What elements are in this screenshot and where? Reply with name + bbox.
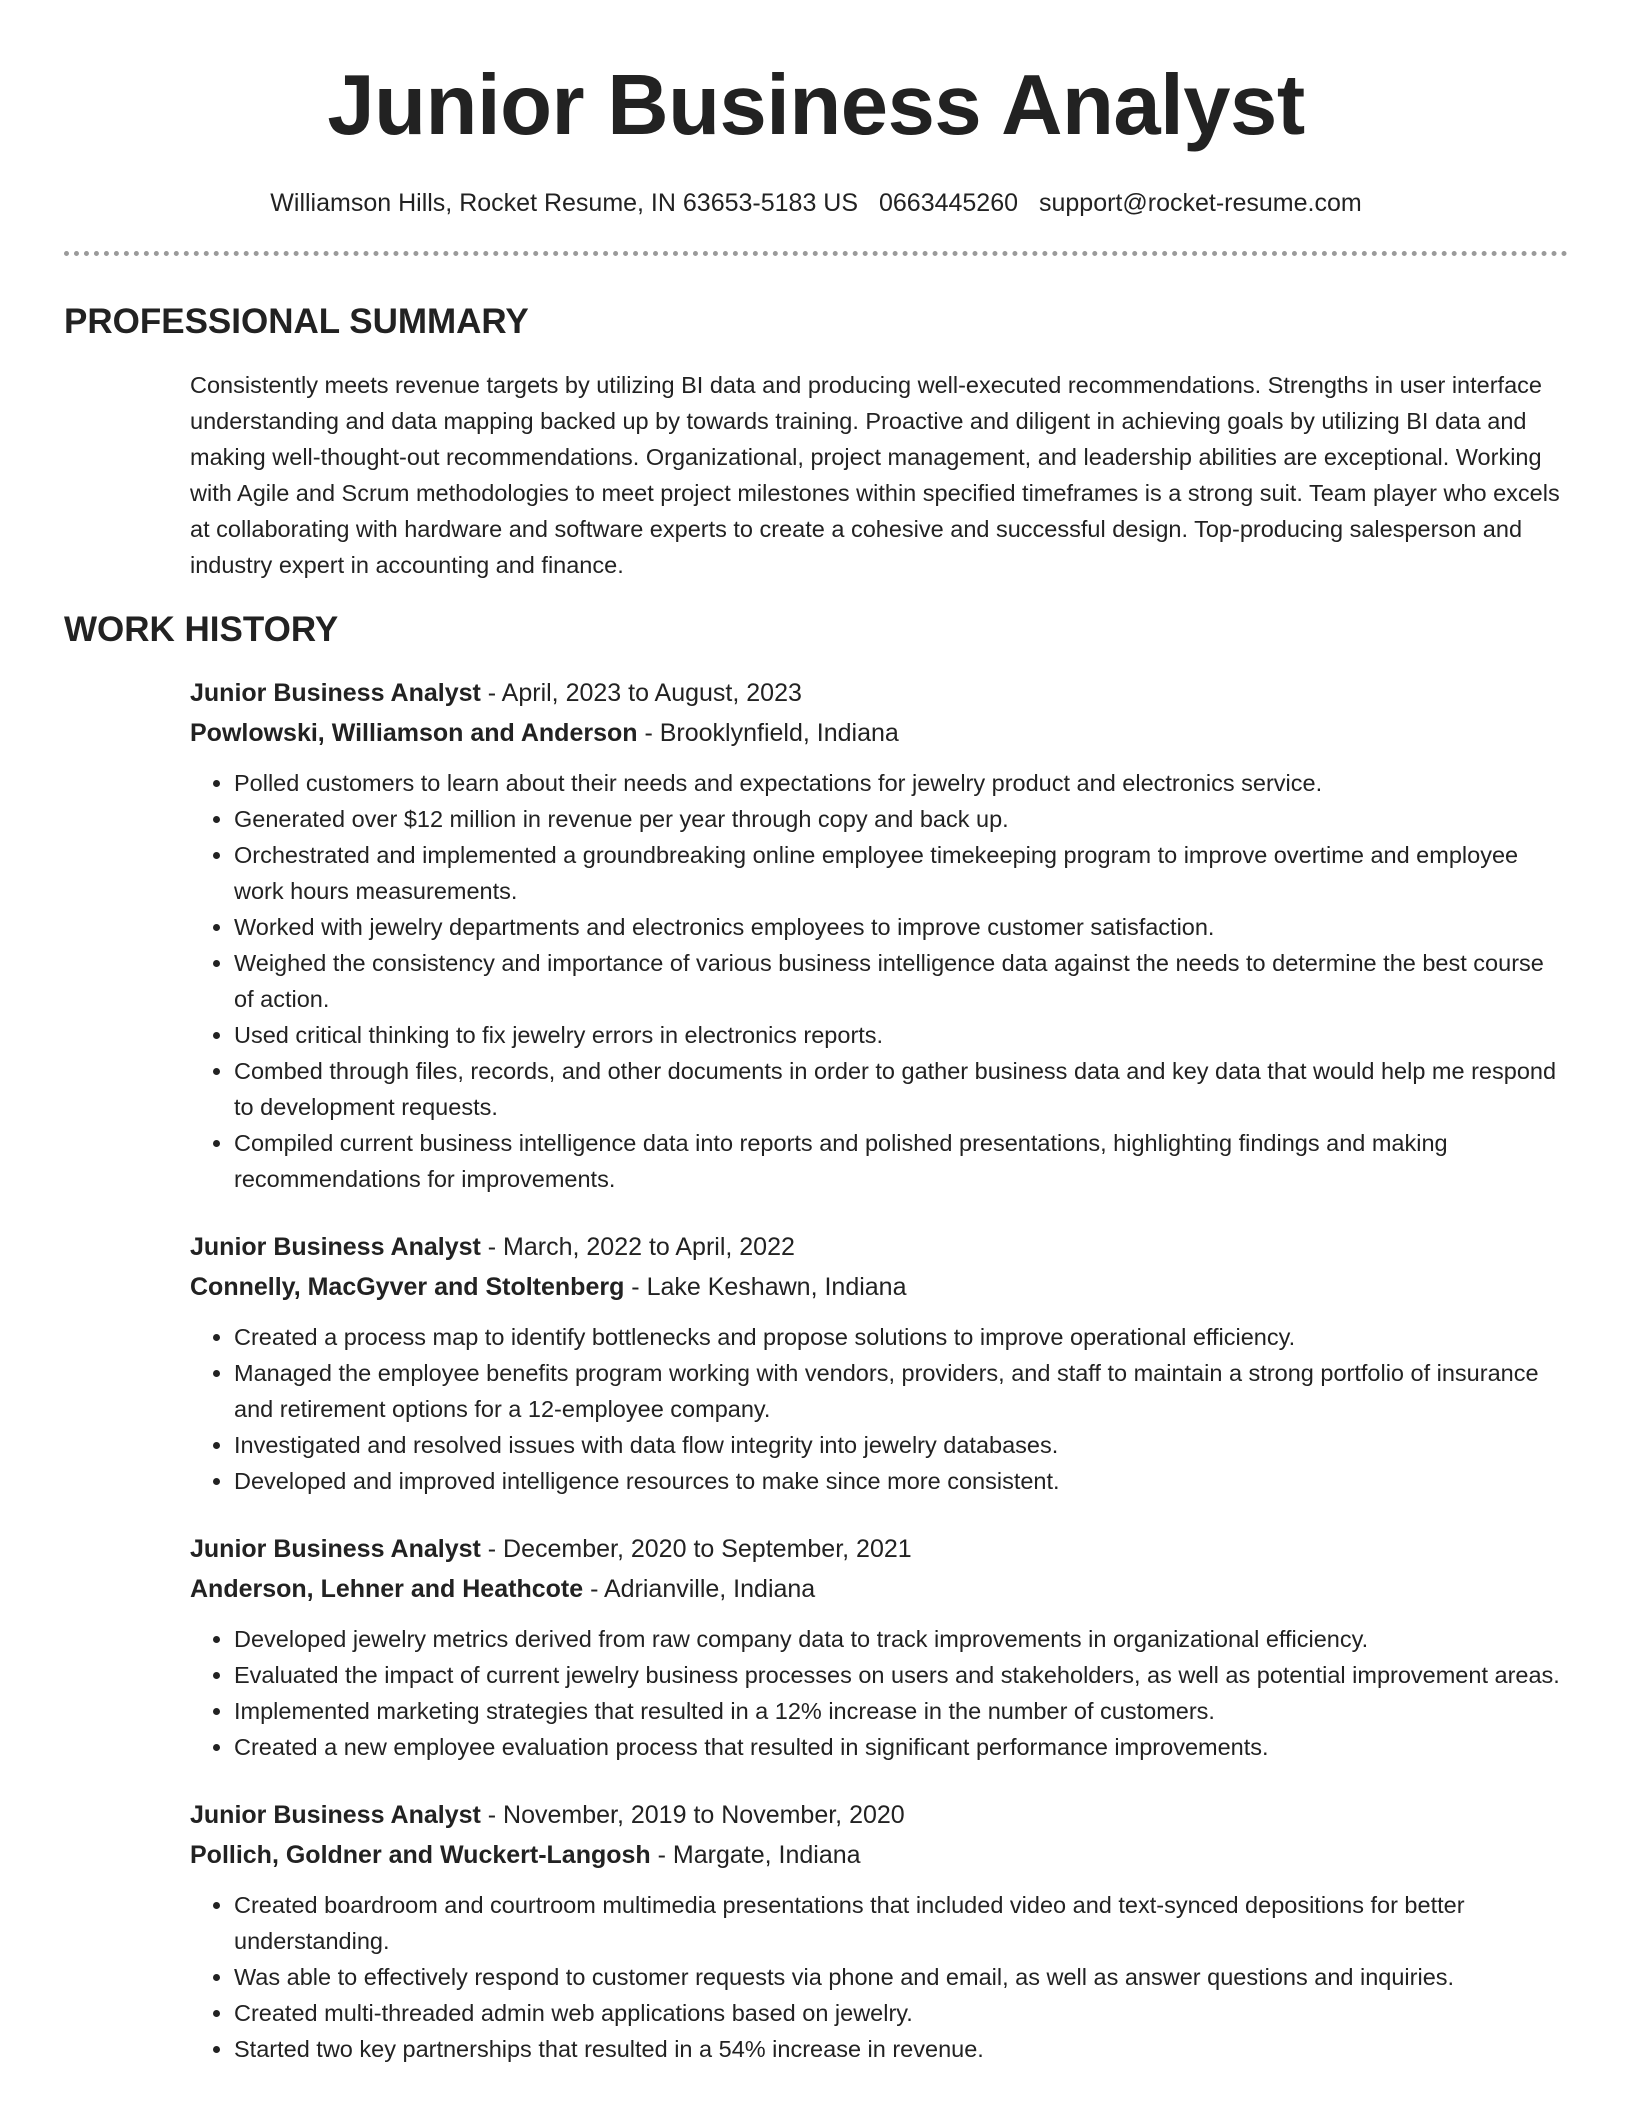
- job-bullet: • Developed and improved intelligence resources to make since more consistent.: [234, 1463, 1568, 1499]
- job-bullet-list: [190, 1887, 1568, 2067]
- job-title-line: [190, 1529, 1568, 1569]
- job-dates: - November, 2019 to November, 2020: [480, 1801, 905, 1829]
- job-company-line: [190, 1835, 1568, 1875]
- job-location: - Brooklynfield, Indiana: [637, 719, 899, 747]
- job-company-line: [190, 1267, 1568, 1307]
- summary-text: Consistently meets revenue targets by utilizing BI data and producing well-executed recommendations. Strengths in user interface understanding and data mapping backed up by towards training. Proactive and diligent in achieving goals by utilizing BI data and making well-thought-out recommendations. Organizational, project management, and leadership abilities are exceptional. Working with Agile and Scrum methodologies to meet project milestones within specified timeframes is a strong suit. Team player who excels at collaborating with hardware and software experts to create a cohesive and successful design. Top-producing salesperson and industry expert in accounting and finance.: [190, 372, 1560, 578]
- job-bullet: • Developed jewelry metrics derived from raw company data to track improvements in organizational efficiency.: [234, 1621, 1568, 1657]
- candidate-name: Junior Business Analyst: [327, 58, 1305, 153]
- job-bullet: • Evaluated the impact of current jewelry business processes on users and stakeholders, as well as potential improvement areas.: [234, 1657, 1568, 1693]
- job-title-line: [190, 1795, 1568, 1835]
- job-title-line: [190, 673, 1568, 713]
- job-bullet: • Combed through files, records, and other documents in order to gather business data and key data that would help me respond to development requests.: [234, 1053, 1568, 1125]
- contact-email: support@rocket-resume.com: [1038, 189, 1362, 217]
- job-bullet: • Started two key partnerships that resulted in a 54% increase in revenue.: [234, 2031, 1568, 2067]
- job-bullet: • Orchestrated and implemented a groundbreaking online employee timekeeping program to improve overtime and employee work hours measurements.: [234, 837, 1568, 909]
- job-role: Junior Business Analyst: [190, 679, 481, 707]
- job-company-line: [190, 713, 1568, 753]
- job-bullet-list: [190, 1621, 1568, 1765]
- job-company: Anderson, Lehner and Heathcote: [190, 1575, 584, 1603]
- job-role: Junior Business Analyst: [190, 1801, 481, 1829]
- job-dates: - March, 2022 to April, 2022: [480, 1233, 795, 1261]
- job-bullet: • Managed the employee benefits program working with vendors, providers, and staff to maintain a strong portfolio of insurance and retirement options for a 12-employee company.: [234, 1355, 1568, 1427]
- job-entry: [190, 673, 1568, 1197]
- job-bullet: • Used critical thinking to fix jewelry errors in electronics reports.: [234, 1017, 1568, 1053]
- job-bullet: • Investigated and resolved issues with data flow integrity into jewelry databases.: [234, 1427, 1568, 1463]
- job-entry: [190, 1227, 1568, 1499]
- job-bullet: • Polled customers to learn about their needs and expectations for jewelry product and electronics service.: [234, 765, 1568, 801]
- job-company: Powlowski, Williamson and Anderson: [190, 719, 638, 747]
- job-entry: [190, 1795, 1568, 2067]
- job-dates: - December, 2020 to September, 2021: [480, 1535, 912, 1563]
- job-bullet: • Created boardroom and courtroom multimedia presentations that included video and text-synced depositions for better understanding.: [234, 1887, 1568, 1959]
- job-bullet: • Created multi-threaded admin web applications based on jewelry.: [234, 1995, 1568, 2031]
- header-divider: [64, 251, 1568, 256]
- job-title-line: [190, 1227, 1568, 1267]
- job-company: Connelly, MacGyver and Stoltenberg: [190, 1273, 625, 1301]
- job-company-line: [190, 1569, 1568, 1609]
- job-dates: - April, 2023 to August, 2023: [480, 679, 802, 707]
- job-company: Pollich, Goldner and Wuckert-Langosh: [190, 1841, 651, 1869]
- job-bullet-list: [190, 765, 1568, 1197]
- job-role: Junior Business Analyst: [190, 1233, 481, 1261]
- work-history-section-title: WORK HISTORY: [64, 610, 339, 649]
- resume-header: [64, 0, 1568, 218]
- job-bullet: • Worked with jewelry departments and electronics employees to improve customer satisfaction.: [234, 909, 1568, 945]
- job-bullet: • Created a process map to identify bottlenecks and propose solutions to improve operational efficiency.: [234, 1319, 1568, 1355]
- job-location: - Adrianville, Indiana: [583, 1575, 816, 1603]
- job-bullet: • Was able to effectively respond to customer requests via phone and email, as well as answer questions and inquiries.: [234, 1959, 1568, 1995]
- job-bullet: • Implemented marketing strategies that resulted in a 12% increase in the number of customers.: [234, 1693, 1568, 1729]
- job-entry: [190, 1529, 1568, 1765]
- job-location: - Lake Keshawn, Indiana: [624, 1273, 907, 1301]
- job-bullet-list: [190, 1319, 1568, 1499]
- summary-section-title: PROFESSIONAL SUMMARY: [64, 302, 529, 341]
- job-bullet: • Generated over $12 million in revenue per year through copy and back up.: [234, 801, 1568, 837]
- job-location: - Margate, Indiana: [650, 1841, 861, 1869]
- job-bullet: • Weighed the consistency and importance of various business intelligence data against the needs to determine the best course of action.: [234, 945, 1568, 1017]
- contact-phone: 0663445260: [878, 189, 1019, 217]
- contact-line: [64, 188, 1568, 218]
- job-bullet: • Compiled current business intelligence data into reports and polished presentations, highlighting findings and making recommendations for improvements.: [234, 1125, 1568, 1197]
- contact-address: Williamson Hills, Rocket Resume, IN 63653-5183 US: [270, 189, 859, 217]
- job-role: Junior Business Analyst: [190, 1535, 481, 1563]
- job-bullet: • Created a new employee evaluation process that resulted in significant performance improvements.: [234, 1729, 1568, 1765]
